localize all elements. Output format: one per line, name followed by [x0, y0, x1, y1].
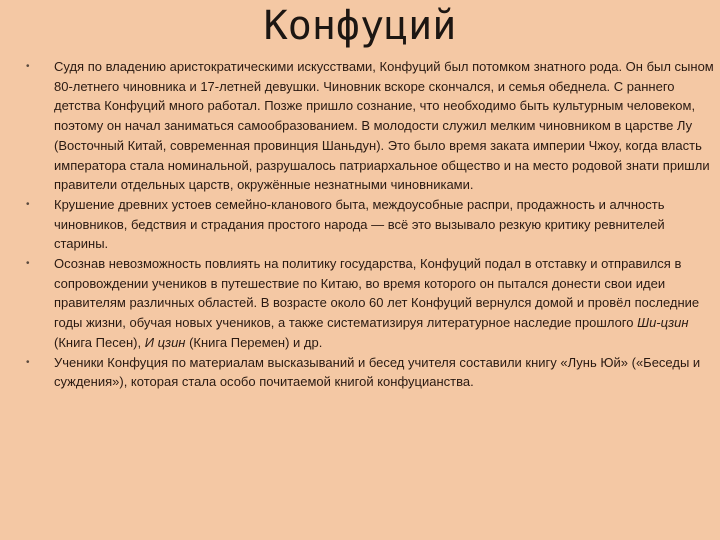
- list-item: [26, 195, 716, 254]
- paragraph-travels-text-3: (Книга Перемен) и др.: [185, 334, 323, 350]
- list-item: [26, 353, 716, 392]
- paragraph-travels: [54, 256, 699, 350]
- bullet-icon: •: [26, 198, 30, 210]
- bullet-icon: •: [26, 258, 30, 270]
- book-title-shi-jing: Ши-цзин: [637, 315, 689, 331]
- paragraph-travels-text-2: (Книга Песен),: [54, 334, 145, 350]
- paragraph-analects: Ученики Конфуция по материалам высказываний и бесед учителя составили книгу «Лунь Юй» («Беседы и суждения»), которая стала особо почитаемой книгой конфуцианства.: [54, 354, 701, 390]
- bullet-icon: •: [26, 61, 30, 72]
- list-item: [26, 254, 716, 353]
- paragraph-crisis: Крушение древних устоев семейно-кланового быта, междоусобные распри, продажность и алчность чиновников, бедствия и страдания простого народа — всё это вызывало резкую критику ревнителей старины.: [54, 196, 665, 252]
- book-title-i-jing: И цзин: [144, 334, 186, 350]
- paragraph-travels-text-1: Осознав невозможность повлиять на политику государства, Конфуций подал в отставку и отправился в сопровождении учеников в путешествие по Китаю, во время которого он пытался донести свои идеи правителям различных областей. В возрасте около 60 лет Конфуций вернулся домой и провёл последние годы жизни, обучая новых учеников, а также систематизируя литературное наследие прошлого: [54, 256, 700, 331]
- list-item: [26, 57, 716, 195]
- paragraph-origin: Судя по владению аристократическими искусствами, Конфуций был потомком знатного рода. Он был сыном 80-летнего чиновника и 17-летней девушки. Чиновник вскоре скончался, и семья обеднела. С раннего детства Конфуций много работал. Позже пришло сознание, что необходимо быть культурным человеком, поэтому он начал заниматься самообразованием. В молодости служил мелким чиновником в царстве Лу (Восточный Китай, современная провинция Шаньдун). Это было время заката империи Чжоу, когда власть императора стала номинальной, разрушалось патриархальное общество и на место родовой знати пришли правители отдельных царств, окружённые незнатными чиновниками.: [54, 59, 714, 193]
- bullet-list: [26, 57, 716, 392]
- slide-title: Конфуций: [263, 3, 457, 49]
- bullet-icon: •: [26, 356, 30, 368]
